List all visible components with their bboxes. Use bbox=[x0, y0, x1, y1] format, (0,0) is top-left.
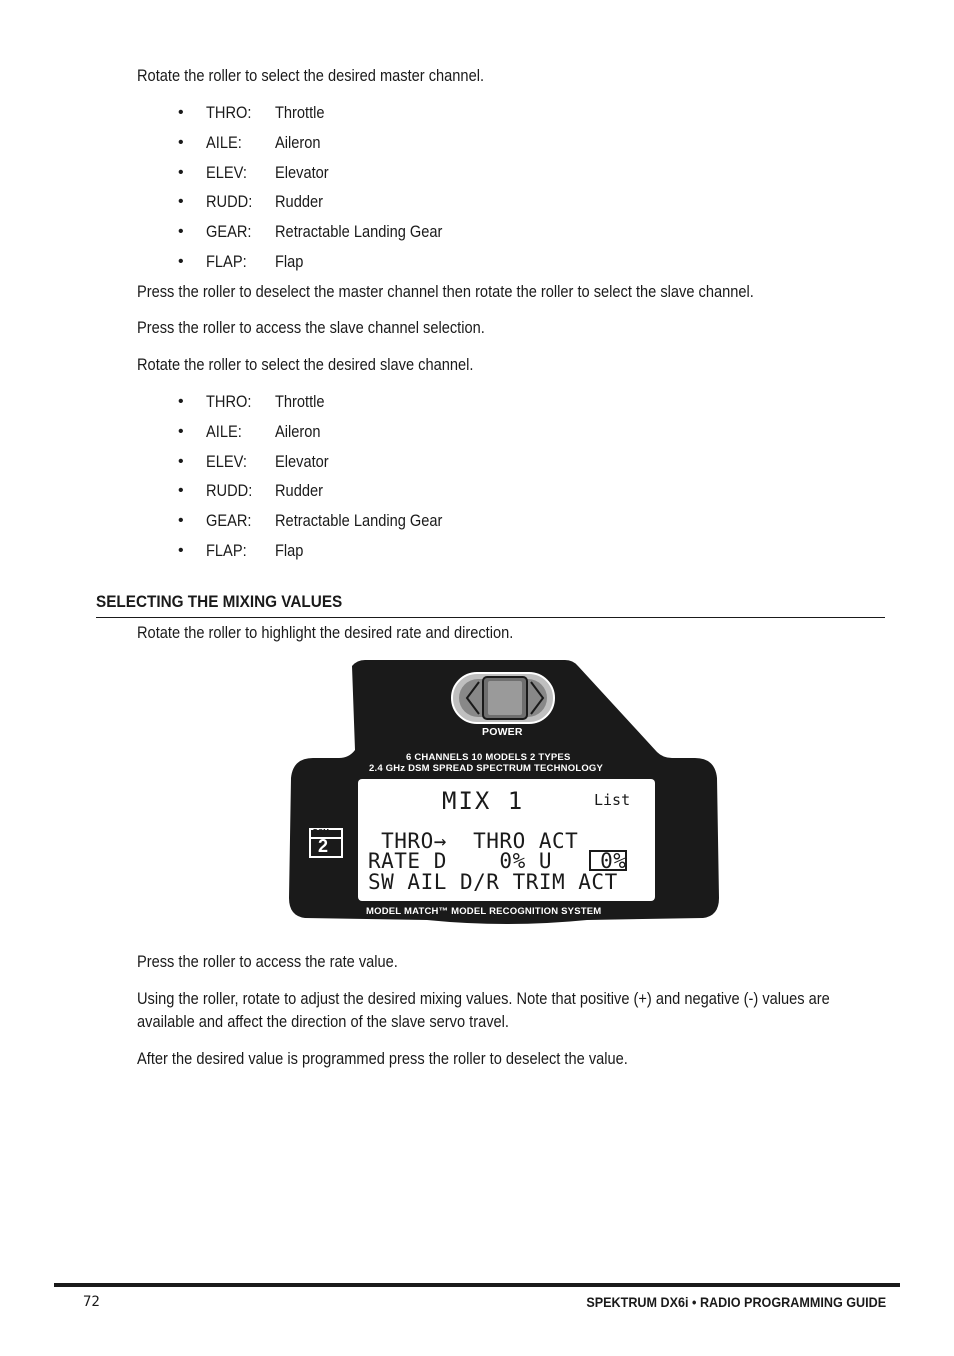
deselect-paragraph: Press the roller to deselect the master channel then rotate the roller to select the slave channel. bbox=[137, 282, 754, 301]
after-paragraph: After the desired value is programmed press the roller to deselect the value. bbox=[137, 1049, 628, 1068]
section-divider bbox=[96, 617, 885, 618]
highlight-paragraph: Rotate the roller to highlight the desired rate and direction. bbox=[137, 623, 514, 642]
dsm-badge-text: DSM bbox=[313, 829, 330, 836]
bullet-icon: • bbox=[178, 252, 184, 270]
lcd-switch-row: SW AIL D/R TRIM ACT bbox=[368, 870, 618, 894]
spec-line-2: 2.4 GHz DSM SPREAD SPECTRUM TECHNOLOGY bbox=[369, 763, 604, 774]
adjust-paragraph: Using the roller, rotate to adjust the desired mixing values. Note that positive (+) and negative (-) values are available and affect the direction of the slave servo travel. bbox=[137, 989, 830, 1031]
lcd-rate-value: 0% bbox=[587, 849, 627, 873]
access-rate-paragraph: Press the roller to access the rate value. bbox=[137, 952, 398, 971]
power-label: POWER bbox=[482, 726, 523, 738]
bullet-icon: • bbox=[178, 104, 184, 121]
bullet-icon: • bbox=[178, 512, 184, 530]
bullet-icon: • bbox=[178, 422, 184, 440]
section-heading: SELECTING THE MIXING VALUES bbox=[96, 592, 343, 611]
lcd-list-label: List bbox=[594, 791, 631, 809]
power-switch[interactable] bbox=[452, 673, 554, 723]
select-slave-paragraph: Rotate the roller to select the desired slave channel. bbox=[137, 355, 474, 374]
lcd-rate-row: RATE D 0% U bbox=[368, 849, 553, 873]
intro-text: Rotate the roller to select the desired master channel. bbox=[137, 66, 485, 85]
bullet-icon: • bbox=[178, 133, 184, 151]
bullet-icon: • bbox=[178, 193, 184, 211]
lcd-screen bbox=[358, 779, 655, 901]
bullet-icon: • bbox=[178, 393, 184, 410]
access-slave-paragraph: Press the roller to access the slave channel selection. bbox=[137, 318, 485, 337]
bullet-icon: • bbox=[178, 482, 184, 500]
footer-divider bbox=[54, 1283, 900, 1287]
bullet-icon: • bbox=[178, 223, 184, 241]
footer-title: SPEKTRUM DX6i • RADIO PROGRAMMING GUIDE bbox=[586, 1294, 886, 1310]
bullet-icon: • bbox=[178, 163, 184, 181]
model-match-label: MODEL MATCH™ MODEL RECOGNITION SYSTEM bbox=[366, 906, 602, 917]
dsm-badge-number: 2 bbox=[318, 836, 329, 856]
lcd-title: MIX 1 bbox=[442, 787, 525, 815]
bullet-icon: • bbox=[178, 452, 184, 470]
lcd-channel-row: THRO→ THRO ACT bbox=[368, 829, 579, 853]
page-number: 72 bbox=[83, 1294, 100, 1310]
spec-line-1: 6 CHANNELS 10 MODELS 2 TYPES bbox=[406, 752, 571, 763]
bullet-icon: • bbox=[178, 541, 184, 559]
